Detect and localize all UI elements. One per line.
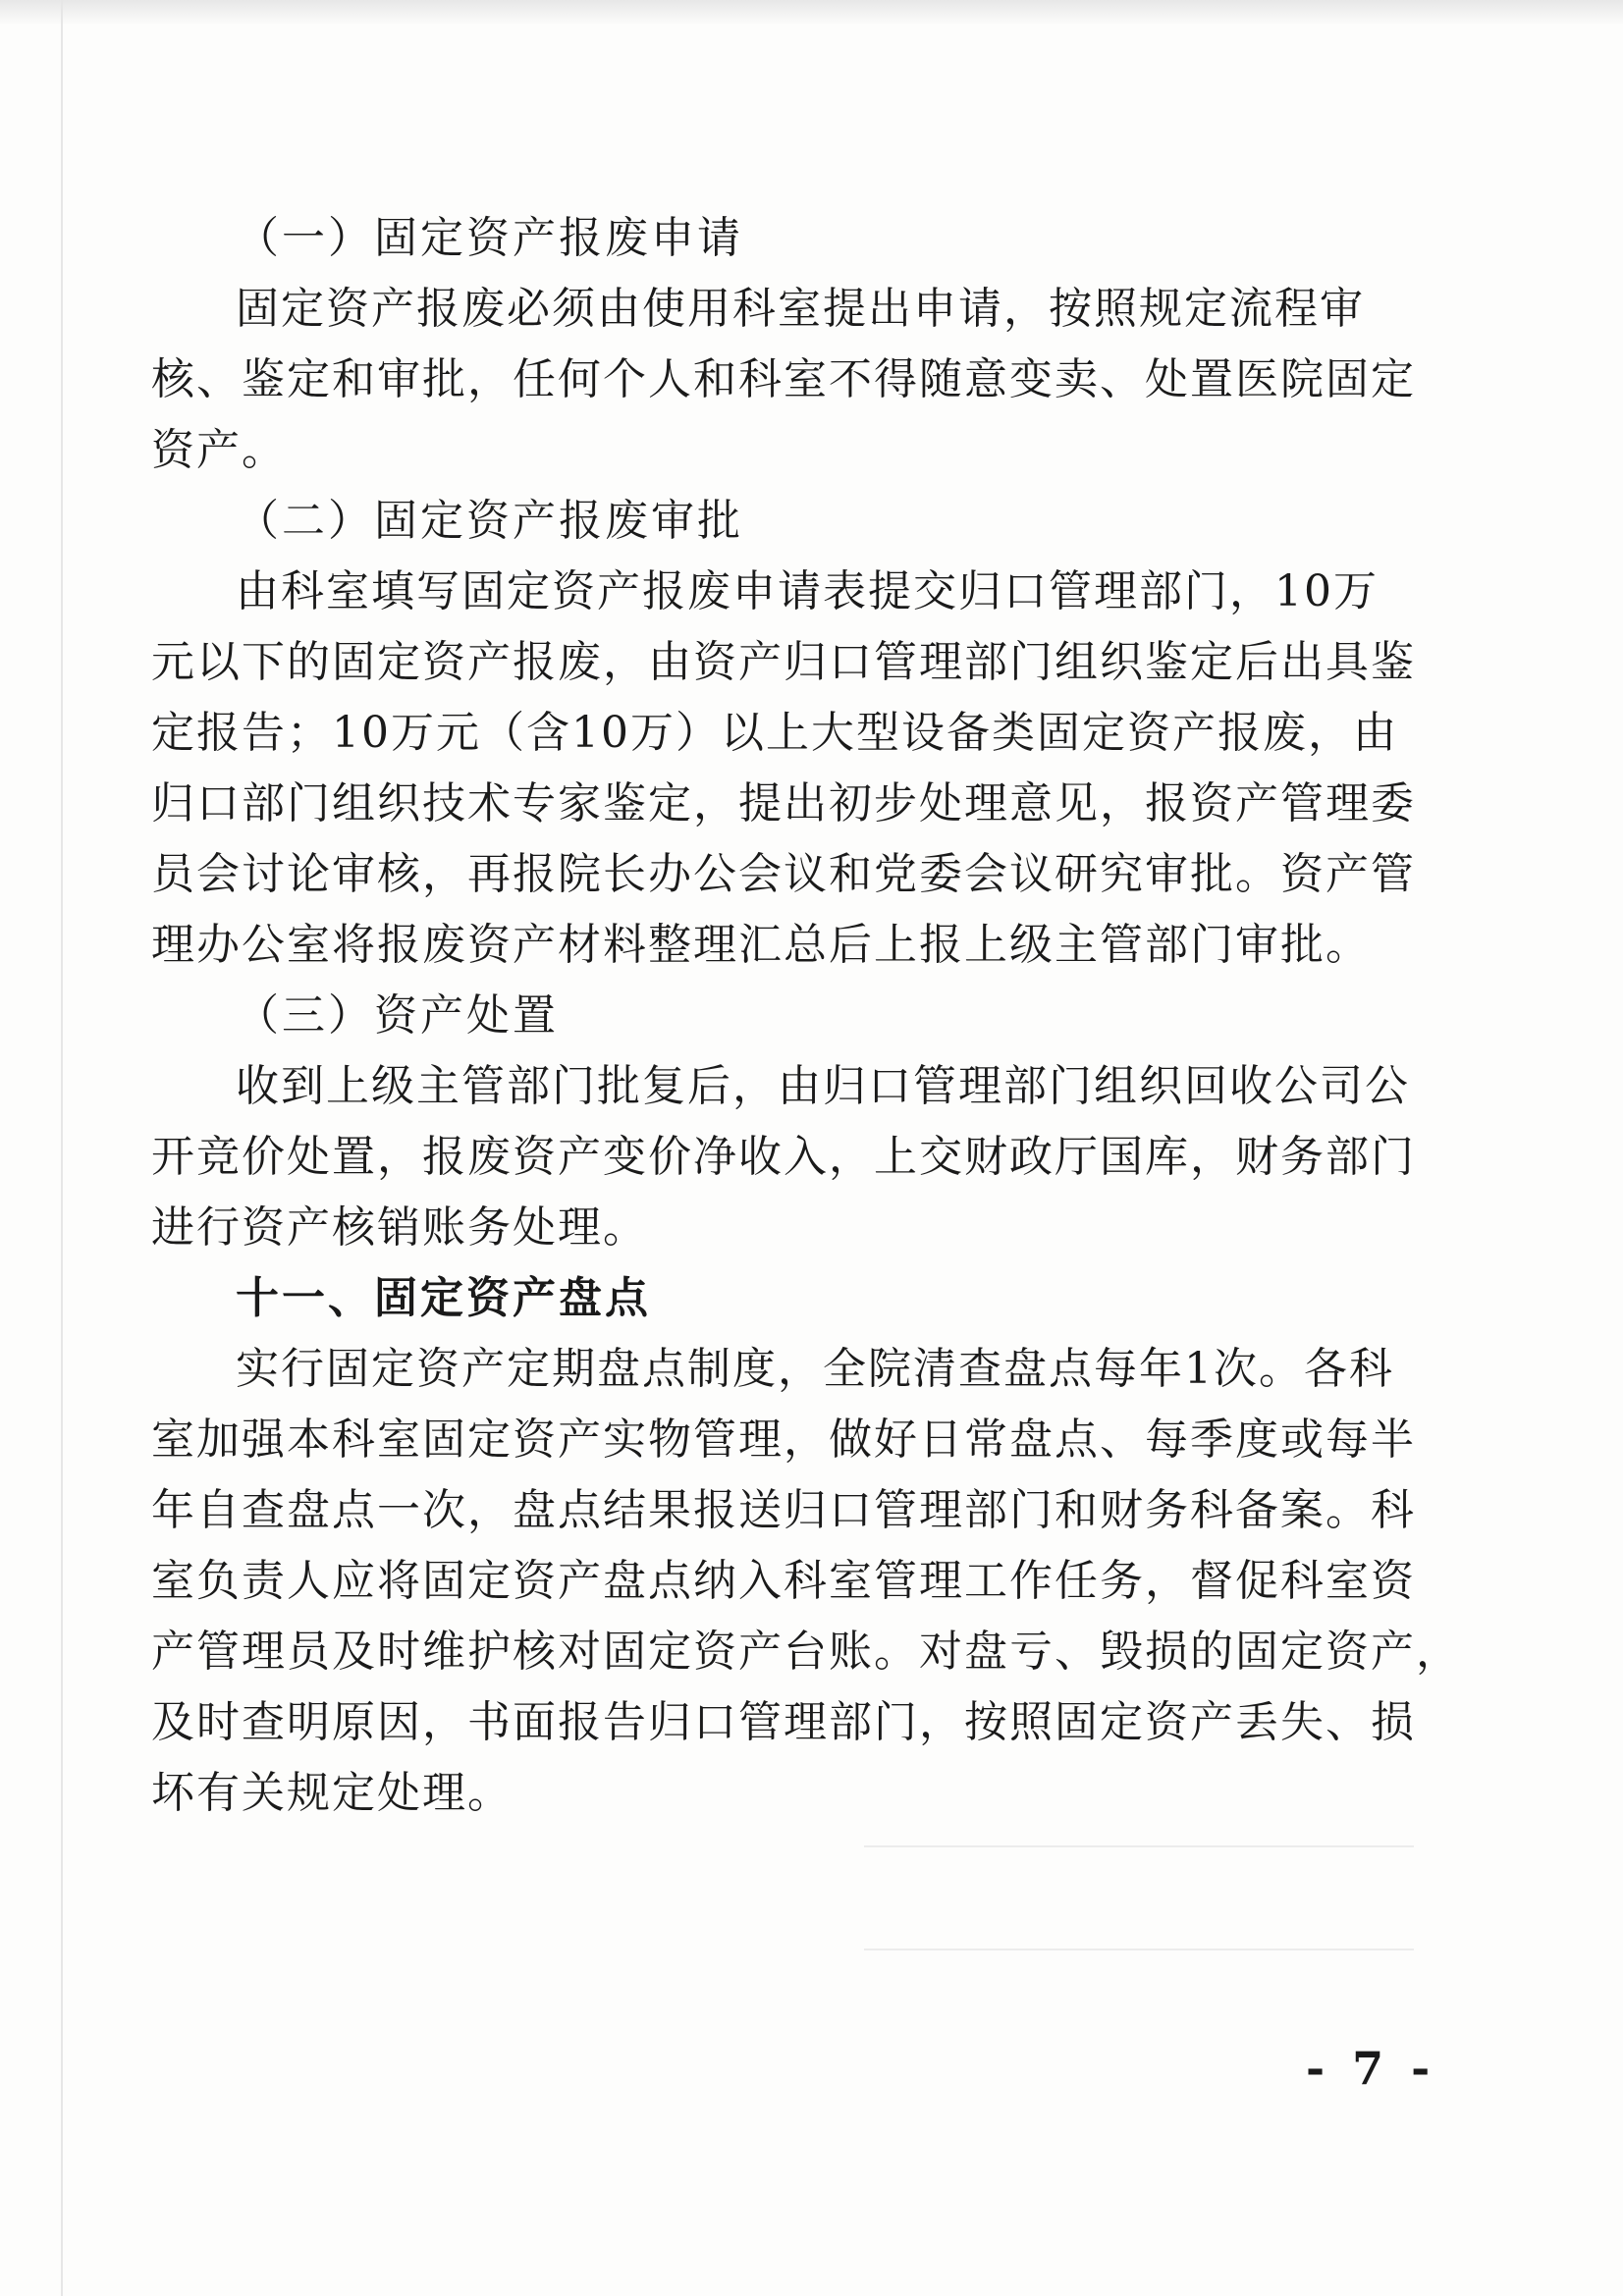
paragraph-line: 收到上级主管部门批复后，由归口管理部门组织回收公司公	[236, 1061, 1410, 1111]
paragraph-line: 产管理员及时维护核对固定资产台账。对盘亏、毁损的固定资产，	[151, 1627, 1461, 1677]
paragraph-line: 年自查盘点一次，盘点结果报送归口管理部门和财务科备案。科	[151, 1485, 1416, 1535]
paragraph-line: 开竞价处置，报废资产变价净收入，上交财政厅国库，财务部门	[151, 1132, 1416, 1182]
paragraph-line: 及时查明原因，书面报告归口管理部门，按照固定资产丢失、损	[151, 1697, 1416, 1747]
paragraph-line: 核、鉴定和审批，任何个人和科室不得随意变卖、处置医院固定	[151, 354, 1416, 404]
paragraph-line: 固定资产报废必须由使用科室提出申请，按照规定流程审	[236, 284, 1365, 334]
paragraph-line: 归口部门组织技术专家鉴定，提出初步处理意见，报资产管理委	[151, 778, 1416, 828]
paragraph-line: 室负责人应将固定资产盘点纳入科室管理工作任务，督促科室资	[151, 1556, 1416, 1606]
scan-shadow-top	[0, 0, 1623, 26]
paragraph-line: 由科室填写固定资产报废申请表提交归口管理部门，10万	[236, 566, 1379, 616]
paragraph-line: 定报告；10万元（含10万）以上大型设备类固定资产报废，由	[151, 708, 1398, 758]
subsection-heading-scrap-application: （一）固定资产报废申请	[236, 213, 743, 263]
paragraph-line: 理办公室将报废资产材料整理汇总后上报上级主管部门审批。	[151, 920, 1371, 970]
scan-shadow-left	[61, 0, 63, 2296]
paragraph-line: 资产。	[151, 425, 287, 475]
section-heading-asset-inventory: 十一、固定资产盘点	[236, 1273, 651, 1323]
bleed-through-rule	[864, 1845, 1414, 1847]
paragraph-line: 室加强本科室固定资产实物管理，做好日常盘点、每季度或每半	[151, 1415, 1416, 1465]
paragraph-line: 进行资产核销账务处理。	[151, 1202, 648, 1253]
subsection-heading-scrap-approval: （二）固定资产报废审批	[236, 496, 743, 546]
paragraph-line: 元以下的固定资产报废，由资产归口管理部门组织鉴定后出具鉴	[151, 637, 1416, 687]
paragraph-line: 员会讨论审核，再报院长办公会议和党委会议研究审批。资产管	[151, 849, 1416, 899]
subsection-heading-asset-disposal: （三）资产处置	[236, 990, 559, 1041]
page-number: - 7 -	[1306, 2042, 1436, 2095]
paragraph-line: 坏有关规定处理。	[151, 1768, 513, 1818]
bleed-through-rule	[864, 1949, 1414, 1950]
paragraph-line: 实行固定资产定期盘点制度，全院清查盘点每年1次。各科	[236, 1344, 1394, 1394]
